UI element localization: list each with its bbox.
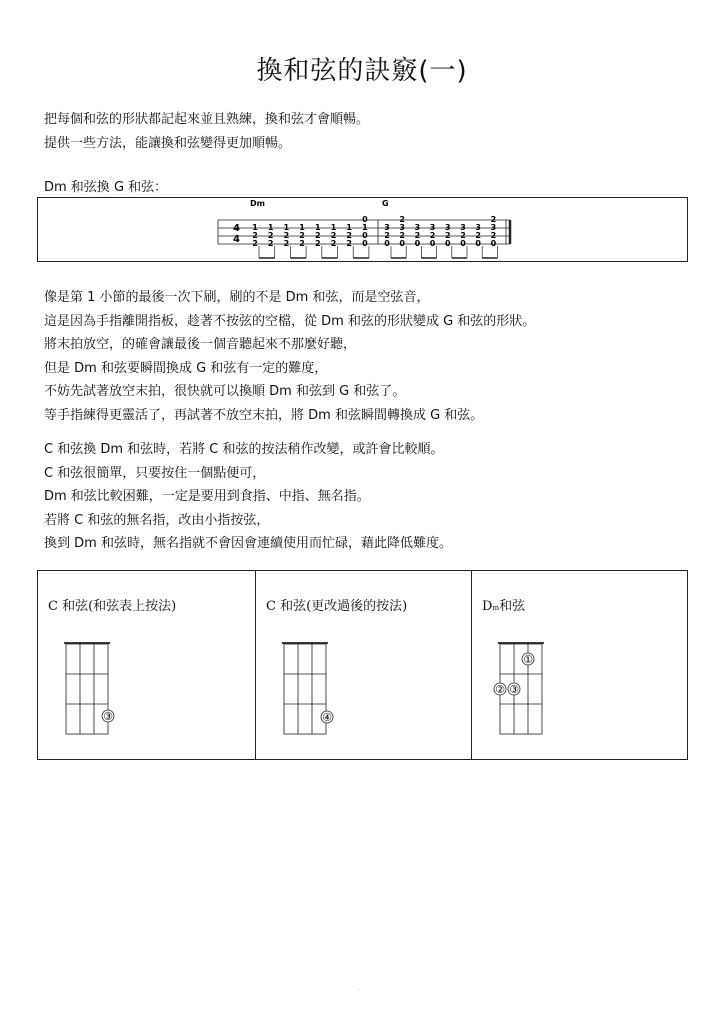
tab-note: 1 xyxy=(346,223,352,232)
explanation-line: 等手指練得更靈活了，再試著不放空末拍，將 Dm 和弦瞬間轉換成 G 和弦。 xyxy=(44,407,484,423)
c-dm-line: Dm 和弦比較困難，一定是要用到食指、中指、無名指。 xyxy=(44,489,370,504)
tab-note: 2 xyxy=(384,231,390,240)
finger-3-marker: ③ xyxy=(509,683,519,696)
tab-note: 2 xyxy=(490,215,497,224)
tab-note: 0 xyxy=(384,239,390,248)
dm-g-heading xyxy=(44,176,167,200)
tab-note: 0 xyxy=(399,239,405,248)
tab-note: 2 xyxy=(490,231,497,240)
explanation-line: 將末拍放空，的確會讓最後一個音聽起來不那麼好聽， xyxy=(44,337,357,352)
chord-label: C 和弦(和弦表上按法) xyxy=(48,599,177,614)
dm-g-heading-text: Dm 和弦換 G 和弦： xyxy=(44,180,168,195)
tab-note: 0 xyxy=(362,231,368,240)
tab-note: 3 xyxy=(429,223,436,232)
tablature xyxy=(38,198,689,263)
chord-label-quality: m xyxy=(492,604,500,612)
tab-note: 0 xyxy=(362,239,368,248)
c-dm-paragraph xyxy=(44,438,452,556)
tab-note: 2 xyxy=(267,231,274,240)
chord-label-root: D xyxy=(482,599,493,614)
explanation-paragraph xyxy=(44,286,535,427)
intro-line: 把每個和弦的形狀都記起來並且熟練，換和弦才會順暢。 xyxy=(44,112,370,127)
tab-note: 2 xyxy=(414,231,421,240)
tab-note: 2 xyxy=(330,239,337,248)
chord-cell-dm xyxy=(471,571,687,759)
tab-note: 2 xyxy=(267,239,274,248)
c-dm-line: 若將 C 和弦的無名指，改由小指按弦， xyxy=(44,512,270,528)
tab-note: 1 xyxy=(299,223,305,232)
chord-diagram-table xyxy=(37,570,688,760)
chord-diagram-c-standard xyxy=(38,571,255,759)
intro-line: 提供一些方法，能讓換和弦變得更加順暢。 xyxy=(44,135,292,151)
tab-note: 1 xyxy=(315,223,321,232)
tab-note: 0 xyxy=(475,239,481,248)
tab-note: 3 xyxy=(399,223,405,232)
finger-2-marker: ② xyxy=(495,683,505,696)
c-dm-line: C 和弦換 Dm 和弦時，若將 C 和弦的按法稍作改變，或許會比較順。 xyxy=(44,442,444,457)
tab-note: 0 xyxy=(429,239,436,248)
tablature-box xyxy=(37,197,688,262)
tab-note: 2 xyxy=(475,231,481,240)
tab-note: 1 xyxy=(330,223,337,232)
tab-note: 2 xyxy=(399,231,405,240)
chord-label-g: G xyxy=(382,199,389,208)
tab-note: 2 xyxy=(283,239,290,248)
tab-note: 3 xyxy=(445,223,451,232)
tab-note: 2 xyxy=(429,231,436,240)
tab-note: 2 xyxy=(315,239,321,248)
tab-note: 2 xyxy=(299,231,305,240)
tab-note: 2 xyxy=(315,231,321,240)
explanation-line: 這是因為手指離開指板，趁著不按弦的空檔，從 Dm 和弦的形狀變成 G 和弦的形狀。 xyxy=(44,313,536,329)
c-dm-line: 換到 Dm 和弦時，無名指就不會因會連續使用而忙碌，藉此降低難度。 xyxy=(44,536,452,551)
tab-note: 2 xyxy=(460,231,466,240)
explanation-line: 像是第 1 小節的最後一次下刷，刷的不是 Dm 和弦，而是空弦音， xyxy=(44,290,430,305)
tab-note: 3 xyxy=(490,223,497,232)
chord-diagram-c-modified xyxy=(256,571,472,759)
finger-4-marker: ④ xyxy=(322,711,332,724)
finger-3-marker: ③ xyxy=(103,710,113,723)
tab-note: 0 xyxy=(445,239,451,248)
page-title: 換和弦的訣竅(一) xyxy=(256,56,468,86)
footer-mark: . xyxy=(358,985,360,992)
chord-cell-c-modified xyxy=(255,571,471,759)
chord-label: C 和弦(更改過後的按法) xyxy=(266,599,408,614)
explanation-line: 但是 Dm 和弦要瞬間換成 G 和弦有一定的難度， xyxy=(44,360,328,376)
c-dm-line: C 和弦很簡單，只要按住一個點便可， xyxy=(44,465,266,481)
tab-note: 2 xyxy=(299,239,305,248)
finger-1-marker: ① xyxy=(523,653,533,666)
chord-diagram-dm xyxy=(472,571,688,759)
chord-cell-c-standard xyxy=(38,571,255,759)
chord-label-dm: Dm xyxy=(250,199,265,208)
tab-note: 0 xyxy=(414,239,421,248)
tab-note: 1 xyxy=(267,223,274,232)
tab-note: 3 xyxy=(384,223,390,232)
tab-note: 1 xyxy=(283,223,290,232)
tab-note: 2 xyxy=(283,231,290,240)
tab-note: 1 xyxy=(252,223,258,232)
tab-note: 0 xyxy=(490,239,497,248)
time-signature-top: 4 xyxy=(233,223,240,234)
chord-label-suffix: 和弦 xyxy=(499,599,526,614)
tab-note: 2 xyxy=(346,231,352,240)
tab-note: 0 xyxy=(460,239,466,248)
explanation-line: 不妨先試著放空末拍，很快就可以換順 Dm 和弦到 G 和弦了。 xyxy=(44,384,406,399)
tab-note: 2 xyxy=(330,231,337,240)
time-signature-bottom: 4 xyxy=(233,234,240,245)
tab-note: 2 xyxy=(445,231,451,240)
tab-note: 3 xyxy=(475,223,481,232)
tab-note: 2 xyxy=(252,239,258,248)
tab-note: 2 xyxy=(252,231,258,240)
tab-note: 3 xyxy=(460,223,466,232)
intro-paragraph xyxy=(44,108,369,155)
tab-note: 1 xyxy=(362,223,368,232)
tab-note: 3 xyxy=(414,223,421,232)
tab-note: 2 xyxy=(346,239,352,248)
tab-note: 0 xyxy=(362,215,368,224)
tab-note: 2 xyxy=(399,215,405,224)
